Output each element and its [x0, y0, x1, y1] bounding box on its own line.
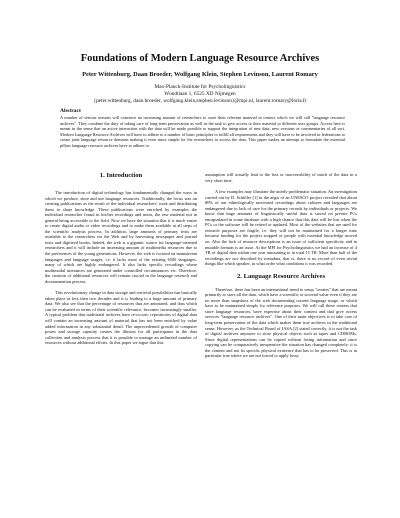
body-paragraph: A few examples may illustrate the utterly problematic situation. An investigation carried out by D. Schüller [1] in the aegis of an UNESCO project revealed that about 80% of our ethnologically motivated recordings about cultures and languages are endangered due to lack of care for the primary records by individuals or projects. We know that huge amounts of linguistically useful data is stored on private PCs encapsulated in some database with a high chance that this data will be lost when the PCs or the software will be retired or updated. Most of the websites that are used for research purposes are fragile, i.e. they will not be maintained for a longer time because funding for the project stopped or people with essential knowledge moved on. Also the lack of resource descriptions is an issue of sufficient specificity and in mutable formats is an issue. At the MPI for Psycholinguistics we had an increase of 4 TB of digital data within one year amounting to in total 15 TB. More than half of the recordings are not described by metadata, that is, there is no record of even trivial things like which speaker, in what order what conditions it was recorded. — [205, 189, 357, 267]
affiliation-line: Max-Planck-Institute for Psycholinguistics — [154, 84, 246, 90]
body-paragraph: This revolutionary change in data storage and retrieval possibilities has basically taken place in less then two decades and it is leading to a huge amount of primary data. We also see that the percentage of resources that are annotated, and thus which can be evaluated in terms of their scientific relevance, becomes increasingly smaller. A typical problem that traditional archives have re-occurs: repositories of digital data will contain an increasing amount of material that has not been enriched by value added information in any substantial detail. The unprecedented growth of computer power and storage capacity creates the illusion for all participants in the data collection and analysis process that it is possible to manage an unlimited number of resources without additional efforts. In this paper we argue that this — [45, 290, 197, 346]
body-paragraph: Therefore, there has been an international trend to setup "centers" that are meant primarily to store all the data, which have a scientific or societal value even if they are no more than snapshots of the web documenting current language usage, or which have to be maintained simply for reference purposes. We will call these centers that store language resources, have expertise about their content and that give access services "language resource archives". One of their main objectives is to take care of long-term preservation of the data which makes them true archives in the traditional sense. However, as the Technical Board of IASA [2] stated correctly, it is not the task of digital archives anymore to store physical objects such as tapes and CDROMs. Since digital representations can be copied without losing information and since copying can be comparatively inexpensive the situation has changed completely: it is the content and not its specific physical existence that has to be preserved. This is in particular true where we are not forced to apply lossy — [205, 286, 357, 359]
affiliation-line: Wundtlaan 1, 6525 XD Nijmegen — [164, 90, 236, 97]
paper-authors: Peter Wittenburg, Daan Broeder, Wolfgang Klein, Stephen Levinson, Laurent Romary — [82, 71, 318, 78]
paper-title: Foundations of Modern Language Resource Archives — [80, 53, 320, 64]
body-paragraph: assumption will actually lead to the loss or inaccessibility of much of the data in a very short time. — [205, 172, 357, 183]
section-heading-archives: 2. Language Resource Archives — [236, 272, 326, 280]
author-emails: {peter.wittenburg, daan.broeder, wolfgang.klein,stephen.levinson}@mpi.nl, laurent.romary@loria.fr — [93, 97, 307, 104]
right-column — [205, 172, 357, 359]
body-paragraph: The introduction of digital technology has fundamentally changed the ways in which we produce, store and use language resources. Traditionally, the focus was on creating publications as the result of the individual researchers' work and distributing them to share knowledge. These publications were enriched by examples the individual researcher found in his/her recordings and notes, the raw material not in general being accessible to the field. Now we have the situation that it is much easier to create digital audio or video recordings and to make them available at all steps of the scientific analysis process. In addition, large amounts of primary texts are available to the researchers via the Web and by harvesting newspaper and journal texts and digitized books. Indeed, the web is a gigantic source for language-oriented researchers and it will include an increasing amount of multimedia resources due to the preferences of the young generations. However, the web is focused on mainstream languages and language usages, i.e. it lacks most of the existing 6500 languages, many of which are highly endangered. It also lacks specific recordings where multimodal utterances are generated under controlled circumstances etc. Therefore, the creation of additional resources will remain crucial in the language research and documentation process. — [45, 190, 197, 284]
abstract-heading: Abstract — [60, 108, 81, 114]
abstract-text: A number of serious reasons will convince an increasing amount of researchers to store their relevant material in centers which we will call "language resource archives". They combine the duty of taking care of long-term preservation as well as the task to give access to their material to different user groups. Access here is meant in the sense that an active interaction with the data will be made possible to support the integration of new data, new versions or commentaries of all sort. Modern Language Resource Archives will have to adhere to a number of basic principles to fulfill all requirements and they will have to be involved in federations to create joint language resource domains making it even more simple for the researchers to access the data. This paper makes an attempt to formulate the essential pillars language resource archives have to adhere to. — [60, 115, 345, 148]
left-column — [45, 172, 197, 346]
section-heading-introduction: 1. Introduction — [99, 172, 143, 179]
affiliation-block — [20, 84, 380, 104]
